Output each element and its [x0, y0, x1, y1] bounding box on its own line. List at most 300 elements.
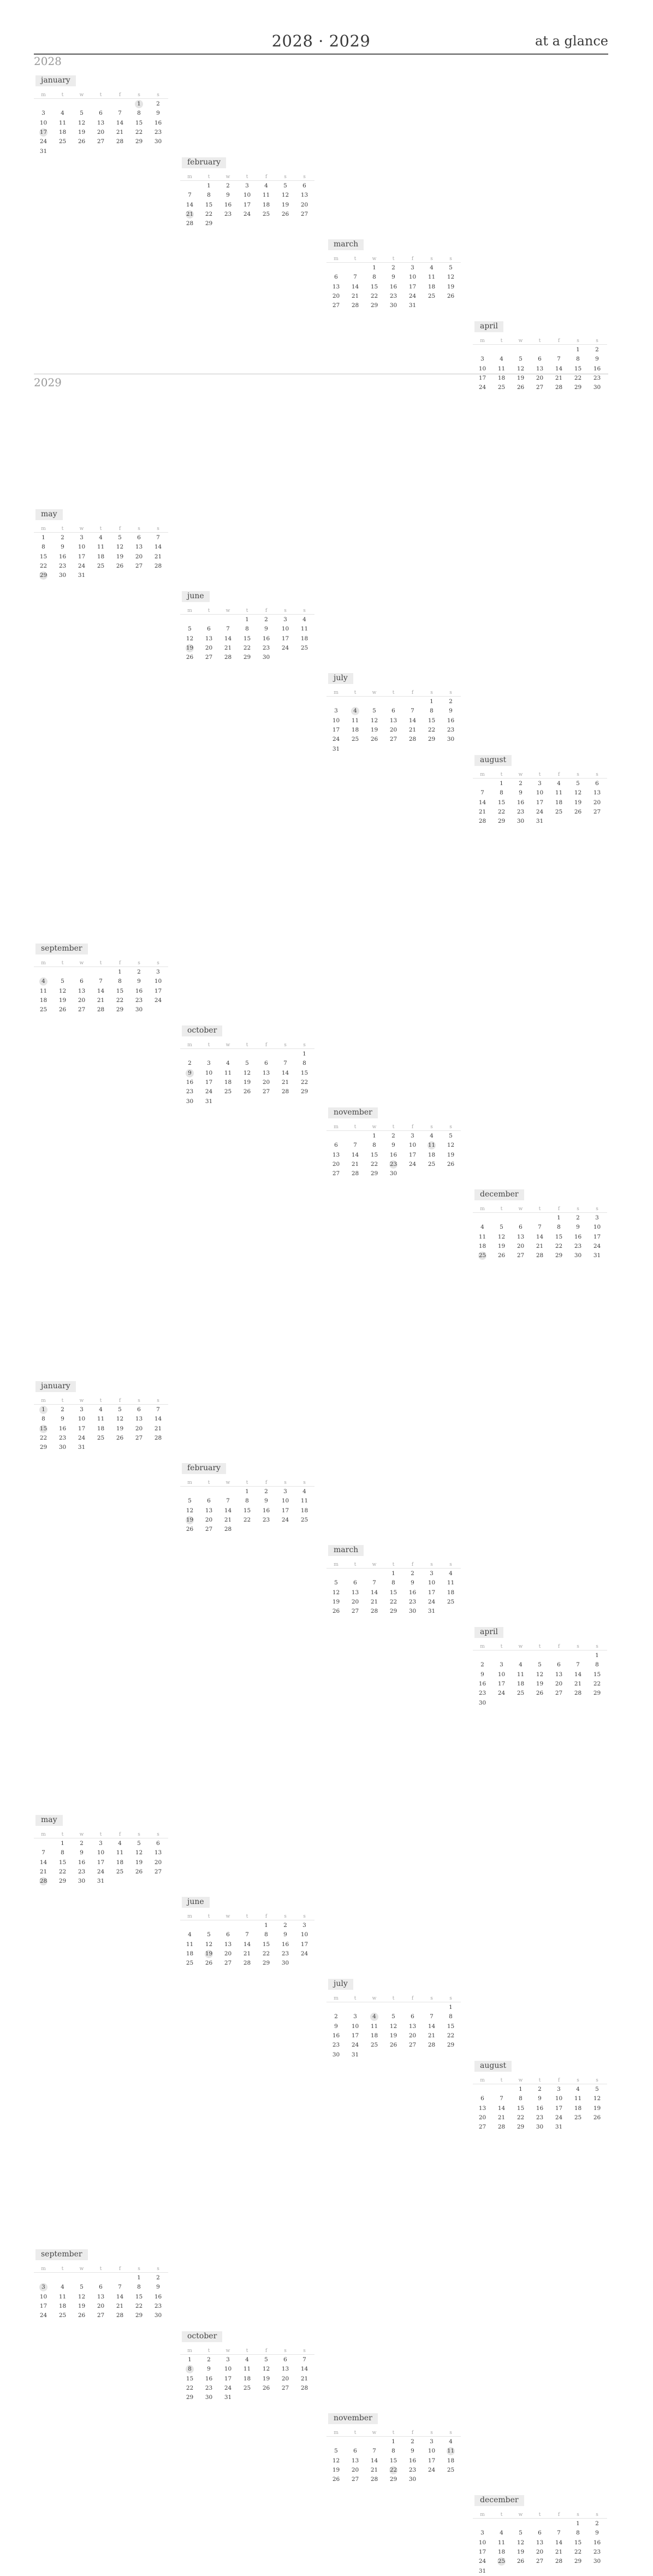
day-cell: 28: [574, 1690, 582, 1697]
day-cell: 30: [517, 818, 525, 825]
weekday-label: f: [265, 1914, 268, 1919]
month-name: december: [474, 1189, 524, 1200]
day-cell: 10: [332, 717, 340, 724]
day-cell: 8: [595, 1661, 599, 1669]
day-cell: 1: [302, 1051, 306, 1057]
day-cell: 16: [536, 2105, 544, 2112]
day-cell: 27: [593, 808, 601, 815]
day-cell: 4: [449, 2438, 453, 2445]
month-name: october: [182, 1025, 222, 1036]
day-cell: 6: [207, 626, 211, 633]
day-cell: 30: [135, 1006, 143, 1013]
day-cell: 9: [391, 1142, 395, 1149]
day-cell: 3: [80, 1406, 84, 1413]
day-cell: 11: [300, 1498, 308, 1505]
day-cell: 6: [334, 1142, 338, 1149]
month-may-2029: [34, 1814, 168, 1896]
day-cell: 25: [447, 1598, 455, 1605]
day-cell: 4: [302, 616, 306, 623]
day-cell: 8: [61, 1849, 64, 1856]
day-cell: 3: [557, 2086, 561, 2092]
weekday-underline: [34, 532, 168, 533]
day-cell: 21: [497, 2114, 506, 2121]
day-cell: 23: [389, 292, 397, 299]
day-cell-highlighted: 21: [180, 210, 199, 219]
day-cell: 30: [281, 1960, 289, 1967]
day-cell: 28: [300, 2384, 308, 2391]
day-cell: 15: [447, 2023, 455, 2030]
day-cell: 26: [78, 138, 86, 145]
day-cell: 28: [351, 302, 359, 309]
day-cell: 18: [447, 1589, 455, 1596]
day-cell: 15: [497, 799, 506, 806]
day-cell: 6: [519, 1224, 523, 1231]
day-cell: 1: [207, 182, 211, 189]
day-cell: 27: [224, 1960, 232, 1967]
month-june-2029: [180, 1896, 314, 1978]
day-cell: 29: [428, 736, 436, 743]
day-cell: 26: [243, 1088, 251, 1095]
day-cell: 7: [99, 978, 103, 985]
day-cell: 5: [372, 708, 376, 715]
weekday-label: t: [354, 2430, 357, 2436]
day-cell: 18: [300, 635, 308, 642]
weekday-label: w: [79, 960, 84, 966]
month-july-2028: [326, 672, 461, 754]
weekday-underline: [326, 262, 461, 263]
day-cell: 29: [447, 2042, 455, 2049]
weekday-label: t: [500, 1206, 503, 1212]
day-cell: 26: [262, 2384, 270, 2391]
day-cell: 2: [595, 346, 599, 353]
day-cell: 26: [58, 1006, 67, 1013]
day-cell: 25: [39, 1006, 48, 1013]
day-cell: 22: [300, 1078, 308, 1086]
day-cell: 2: [595, 2520, 599, 2527]
day-cell: 17: [332, 726, 340, 733]
day-cell: 13: [135, 1416, 143, 1423]
weekday-label: s: [577, 1644, 579, 1649]
day-cell: 19: [135, 1859, 143, 1866]
day-cell: 23: [224, 210, 232, 217]
day-cell: 26: [281, 210, 289, 217]
day-cell: 10: [281, 1498, 289, 1505]
day-cell: 4: [500, 356, 503, 363]
day-cell: 12: [186, 635, 194, 642]
day-cell: 4: [430, 1133, 434, 1139]
day-cell: 13: [536, 2539, 544, 2546]
day-cell: 8: [245, 626, 249, 633]
day-cell: 19: [116, 1425, 124, 1432]
day-cell: 9: [576, 1224, 580, 1231]
day-cell: 6: [557, 1661, 561, 1669]
day-cell: 18: [224, 1078, 232, 1086]
weekday-label: f: [118, 1398, 121, 1404]
day-cell: 1: [576, 346, 580, 353]
weekday-label: w: [372, 1562, 377, 1567]
day-cell: 5: [334, 1579, 338, 1587]
day-cell: 26: [574, 808, 582, 815]
weekday-label: s: [138, 92, 140, 98]
weekday-label: s: [284, 1042, 287, 1048]
day-cell: 7: [302, 2356, 306, 2363]
day-cell: 11: [97, 1416, 105, 1423]
day-cell: 21: [154, 553, 162, 560]
weekday-label: s: [284, 1480, 287, 1486]
day-cell: 19: [332, 2466, 340, 2473]
weekday-label: s: [449, 1124, 452, 1130]
day-cell: 17: [428, 1589, 436, 1596]
day-cell: 7: [480, 789, 484, 797]
day-cell: 10: [555, 2095, 563, 2102]
day-cell: 2: [283, 1922, 287, 1929]
day-cell: 13: [332, 1151, 340, 1158]
day-cell: 27: [389, 736, 397, 743]
weekday-label: m: [41, 1398, 46, 1404]
weekday-label: w: [225, 608, 230, 614]
day-cell: 24: [97, 1868, 105, 1875]
day-cell: 14: [97, 987, 105, 994]
day-cell: 22: [243, 644, 251, 651]
day-cell-highlighted: 9: [180, 1069, 199, 1078]
weekday-label: w: [518, 2078, 523, 2083]
day-cell: 22: [389, 1598, 397, 1605]
day-cell: 25: [351, 736, 359, 743]
month-name: august: [474, 755, 512, 766]
day-cell: 11: [351, 717, 359, 724]
day-cell: 9: [595, 2530, 599, 2537]
day-cell: 30: [593, 384, 601, 391]
weekday-label: t: [207, 2348, 210, 2354]
day-cell: 20: [78, 997, 86, 1004]
weekday-label: t: [246, 1480, 248, 1486]
day-cell: 8: [391, 1579, 395, 1587]
month-may-2028: [34, 508, 168, 590]
day-cell: 14: [39, 1859, 48, 1866]
day-cell: 12: [370, 717, 378, 724]
day-cell: 4: [61, 2284, 64, 2291]
weekday-label: t: [538, 1644, 541, 1649]
day-cell: 12: [186, 1507, 194, 1514]
day-cell: 29: [593, 1690, 601, 1697]
day-cell: 28: [497, 2124, 506, 2131]
day-cell: 19: [536, 1680, 544, 1687]
day-cell: 16: [389, 283, 397, 290]
day-cell: 20: [205, 644, 213, 651]
day-cell: 14: [224, 635, 232, 642]
day-cell: 10: [351, 2023, 359, 2030]
day-cell: 8: [372, 274, 376, 281]
day-cell: 3: [226, 2356, 230, 2363]
day-cell: 12: [243, 1069, 251, 1076]
day-cell: 17: [408, 1151, 417, 1158]
day-cell: 17: [536, 799, 544, 806]
weekday-label: s: [157, 1398, 159, 1404]
weekday-label: s: [303, 1042, 306, 1048]
day-cell: 5: [576, 780, 580, 787]
day-cell: 15: [205, 201, 213, 208]
day-cell: 21: [536, 1242, 544, 1249]
month-name: november: [328, 2413, 378, 2424]
day-cell: 11: [447, 1579, 455, 1587]
day-cell: 27: [478, 2124, 486, 2131]
day-cell: 2: [188, 1060, 192, 1067]
month-january-2028: [34, 74, 168, 156]
month-name: september: [35, 2249, 88, 2260]
day-cell: 5: [334, 2448, 338, 2455]
day-cell: 13: [97, 119, 105, 126]
day-cell: 24: [497, 1690, 506, 1697]
weekday-label: m: [41, 1832, 46, 1837]
day-cell: 9: [207, 2366, 211, 2373]
weekday-underline: [473, 778, 607, 779]
day-cell: 28: [351, 1170, 359, 1177]
day-cell: 5: [538, 1661, 542, 1669]
weekday-label: t: [354, 1562, 357, 1567]
day-cell: 27: [205, 1526, 213, 1533]
day-cell: 21: [555, 2548, 563, 2555]
day-cell: 25: [370, 2042, 378, 2049]
month-name: january: [35, 75, 76, 86]
day-cell: 17: [224, 2375, 232, 2382]
day-cell-highlighted: 11: [422, 1141, 441, 1150]
weekday-label: w: [79, 526, 84, 532]
day-cell: 26: [536, 1690, 544, 1697]
weekday-label: m: [187, 1480, 192, 1486]
month-september-2029: [34, 2248, 168, 2330]
day-cell: 2: [334, 2013, 338, 2020]
day-cell-highlighted: 25: [492, 2557, 511, 2566]
day-cell: 9: [391, 274, 395, 281]
day-cell: 15: [389, 1589, 397, 1596]
day-cell: 23: [478, 1690, 486, 1697]
day-cell: 10: [205, 1069, 213, 1076]
weekday-underline: [180, 614, 314, 615]
day-cell: 19: [281, 201, 289, 208]
day-cell: 3: [595, 1215, 599, 1221]
day-cell: 16: [135, 987, 143, 994]
weekday-label: s: [303, 1480, 306, 1486]
day-cell: 7: [557, 2530, 561, 2537]
weekday-label: m: [334, 1996, 339, 2001]
day-cell: 3: [480, 356, 484, 363]
day-cell: 25: [555, 808, 563, 815]
day-cell: 17: [497, 1680, 506, 1687]
day-cell: 6: [302, 182, 306, 189]
day-cell: 2: [411, 1570, 414, 1577]
day-cell: 27: [517, 1252, 525, 1259]
day-cell: 9: [411, 2448, 414, 2455]
day-cell: 9: [538, 2095, 542, 2102]
day-cell: 24: [78, 562, 86, 569]
day-cell: 6: [283, 2356, 287, 2363]
weekday-label: m: [187, 1042, 192, 1048]
day-cell: 4: [557, 780, 561, 787]
day-cell: 28: [186, 220, 194, 227]
page-subtitle: at a glance: [535, 33, 608, 49]
day-cell: 9: [137, 978, 141, 985]
day-cell: 14: [370, 1589, 378, 1596]
day-cell: 7: [118, 110, 122, 117]
year-label-2029: 2029: [34, 376, 62, 389]
day-cell: 4: [576, 2086, 580, 2092]
month-name: april: [474, 1627, 503, 1638]
weekday-label: s: [577, 338, 579, 344]
day-cell: 31: [332, 745, 340, 752]
weekday-label: s: [430, 1124, 433, 1130]
day-cell: 13: [262, 1069, 270, 1076]
day-cell: 10: [39, 2293, 48, 2300]
day-cell: 7: [500, 2095, 503, 2102]
day-cell: 18: [555, 799, 563, 806]
day-cell: 28: [370, 2476, 378, 2483]
day-cell: 21: [97, 997, 105, 1004]
day-cell: 19: [370, 726, 378, 733]
day-cell: 28: [116, 138, 124, 145]
day-cell: 6: [207, 1498, 211, 1505]
day-cell: 3: [411, 264, 414, 271]
day-cell: 16: [574, 1233, 582, 1240]
day-cell: 13: [205, 1507, 213, 1514]
day-cell: 7: [372, 2448, 376, 2455]
day-cell: 18: [39, 997, 48, 1004]
weekday-label: m: [480, 2512, 485, 2518]
weekday-label: f: [265, 174, 268, 180]
weekday-label: t: [538, 1206, 541, 1212]
weekday-label: s: [303, 2348, 306, 2354]
day-cell: 27: [300, 210, 308, 217]
weekday-label: m: [334, 1124, 339, 1130]
day-cell: 29: [517, 2124, 525, 2131]
day-cell: 12: [262, 2366, 270, 2373]
day-cell: 22: [262, 1950, 270, 1957]
weekday-label: s: [449, 690, 452, 695]
day-cell: 22: [517, 2114, 525, 2121]
day-cell: 20: [351, 1598, 359, 1605]
day-cell: 21: [116, 2302, 124, 2309]
day-cell: 11: [517, 1671, 525, 1678]
weekday-underline: [473, 1212, 607, 1213]
day-cell: 10: [97, 1849, 105, 1856]
day-cell: 21: [555, 374, 563, 381]
day-cell: 15: [39, 553, 48, 560]
day-cell: 14: [186, 201, 194, 208]
month-name: august: [474, 2061, 512, 2072]
day-cell: 13: [351, 1589, 359, 1596]
day-cell: 8: [137, 110, 141, 117]
day-cell: 21: [351, 1160, 359, 1168]
day-cell: 16: [186, 1078, 194, 1086]
day-cell: 30: [593, 2558, 601, 2565]
day-cell: 6: [480, 2095, 484, 2102]
weekday-label: w: [79, 1832, 84, 1837]
day-cell: 14: [555, 2539, 563, 2546]
month-august-2029: [473, 2060, 607, 2142]
day-cell: 23: [154, 128, 162, 135]
day-cell: 18: [300, 1507, 308, 1514]
day-cell: 24: [154, 997, 162, 1004]
weekday-label: f: [265, 2348, 268, 2354]
day-cell: 28: [428, 2042, 436, 2049]
day-cell: 20: [224, 1950, 232, 1957]
weekday-label: t: [246, 1042, 248, 1048]
day-cell: 12: [78, 119, 86, 126]
day-cell: 11: [300, 626, 308, 633]
weekday-underline: [326, 1568, 461, 1569]
day-cell: 8: [372, 1142, 376, 1149]
weekday-label: f: [557, 1644, 560, 1649]
day-cell: 24: [243, 210, 251, 217]
day-cell: 4: [188, 1931, 192, 1938]
day-cell: 19: [58, 997, 67, 1004]
day-cell: 23: [281, 1950, 289, 1957]
weekday-label: m: [334, 2430, 339, 2436]
day-cell: 28: [224, 1526, 232, 1533]
day-cell: 11: [555, 789, 563, 797]
day-cell: 3: [302, 1922, 306, 1929]
day-cell: 13: [300, 192, 308, 199]
day-cell: 26: [389, 2042, 397, 2049]
day-cell: 27: [332, 1170, 340, 1177]
weekday-label: s: [596, 2078, 598, 2083]
weekday-label: m: [480, 2078, 485, 2083]
day-cell: 1: [61, 1840, 64, 1847]
day-cell: 17: [300, 1941, 308, 1948]
day-cell: 22: [428, 726, 436, 733]
day-cell: 12: [58, 987, 67, 994]
day-cell: 6: [99, 2284, 103, 2291]
day-cell-highlighted: 3: [34, 2283, 53, 2292]
day-cell: 18: [428, 1151, 436, 1158]
day-cell: 6: [156, 1840, 160, 1847]
day-cell: 28: [97, 1006, 105, 1013]
day-cell: 16: [593, 2539, 601, 2546]
weekday-label: s: [157, 526, 159, 532]
month-december-2028: [473, 1188, 607, 1270]
day-cell: 8: [449, 2013, 453, 2020]
day-cell: 14: [351, 1151, 359, 1158]
day-cell: 6: [538, 356, 542, 363]
day-cell: 13: [536, 365, 544, 372]
weekday-label: f: [557, 338, 560, 344]
day-cell: 17: [78, 1425, 86, 1432]
day-cell: 28: [536, 1252, 544, 1259]
day-cell: 29: [186, 2394, 194, 2401]
weekday-label: t: [538, 2078, 541, 2083]
day-cell: 26: [332, 1608, 340, 1615]
day-cell: 23: [78, 1868, 86, 1875]
weekday-label: t: [246, 174, 248, 180]
weekday-label: t: [207, 1480, 210, 1486]
day-cell: 5: [264, 2356, 268, 2363]
day-cell: 2: [226, 182, 230, 189]
day-cell: 15: [116, 987, 124, 994]
day-cell: 14: [370, 2457, 378, 2464]
weekday-label: w: [225, 1914, 230, 1919]
weekday-label: f: [118, 1832, 121, 1837]
weekday-label: f: [411, 1996, 414, 2001]
weekday-label: f: [411, 690, 414, 695]
day-cell: 17: [281, 1507, 289, 1514]
day-cell: 22: [574, 2548, 582, 2555]
day-cell-highlighted: 19: [180, 1516, 199, 1525]
weekday-label: s: [157, 2266, 159, 2272]
weekday-label: s: [157, 960, 159, 966]
day-cell: 15: [574, 2539, 582, 2546]
day-cell: 26: [447, 292, 455, 299]
weekday-label: t: [392, 2430, 395, 2436]
day-cell: 11: [478, 1233, 486, 1240]
